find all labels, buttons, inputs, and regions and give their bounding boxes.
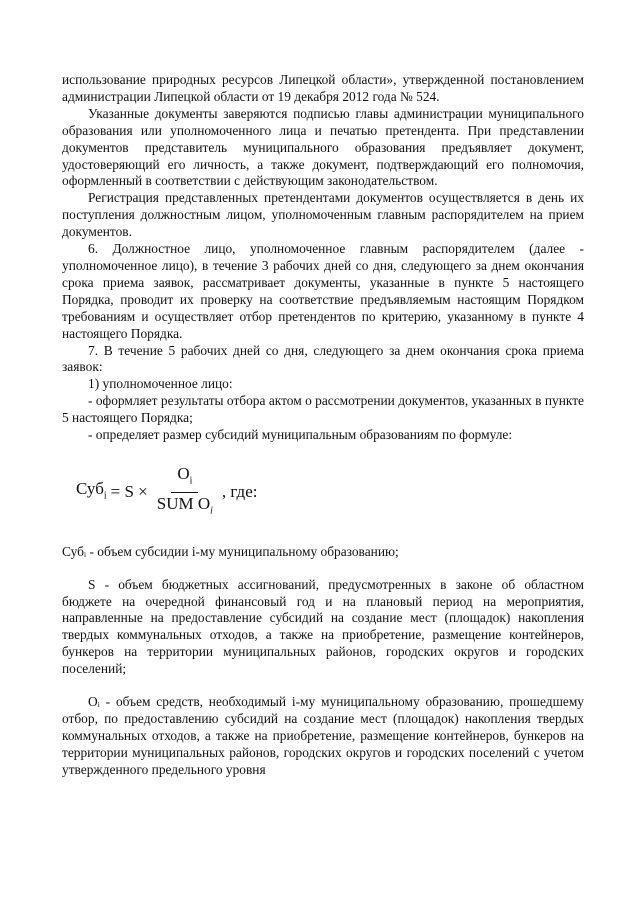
definition-sub-i: Субᵢ - объем субсидии i-му муниципальному образованию; (62, 543, 399, 559)
formula-fraction (151, 464, 219, 522)
paragraph-item-6: 6. Должностное лицо, уполномоченное главным распорядителем (далее - уполномоченное лицо), в течение 3 рабочих дней со дня, следующего за днем окончания срока приема заявок, рассматривает документы, указанные в пункте 5 настоящего Порядка, проводит их проверку на соответствие предъявляемым настоящим Порядком требованиям и осуществляет отбор претендентов по критерию, указанному в пункте 4 настоящего Порядка. (62, 241, 584, 341)
formula-equals-times: = S × (110, 482, 148, 502)
subsidy-formula (76, 464, 584, 522)
formula-denominator: SUM $O_i$ (156, 494, 213, 517)
formula-lhs: Суб$_i$ (76, 478, 107, 502)
formula-tail: , где: (221, 482, 258, 502)
paragraph-registration: Регистрация представленных претендентами документов осуществляется в день их поступления должностным лицом, уполномоченным главным распорядителем на прием документов. (62, 190, 584, 240)
document-page (62, 72, 584, 779)
formula-numerator: $O_i$ (171, 464, 198, 493)
paragraph-bullet-formula-intro: - определяет размер субсидий муниципальным образованиям по формуле: (88, 427, 513, 443)
definition-s: S - объем бюджетных ассигнований, предусмотренных в законе об областном бюджете на очередной финансовый год и на плановый период на мероприятия, направленные на предоставление субсидий на создание мест (площадок) накопления твердых коммунальных отходов, а также на приобретение, размещение контейнеров, бункеров на территории муниципальных районов, городских округов и городских поселений; (62, 576, 584, 677)
paragraph-continuation: использование природных ресурсов Липецкой области», утвержденной постановлением администрации Липецкой области от 19 декабря 2012 года № 524. (62, 72, 584, 104)
paragraph-subitem-1: 1) уполномоченное лицо: (88, 376, 233, 392)
paragraph-item-7: 7. В течение 5 рабочих дней со дня, следующего за днем окончания срока приема заявок: (62, 342, 584, 375)
paragraph-documents-certified: Указанные документы заверяются подписью главы администрации муниципального образования или уполномоченного лица и печатью претендента. При представлении документов представитель муниципального образования предъявляет документ, удостоверяющий его личность, а также документ, подтверждающий его полномочия, оформленный в соответствии с действующим законодательством. (62, 105, 584, 189)
paragraph-bullet-act: - оформляет результаты отбора актом о рассмотрении документов, указанных в пункте 5 настоящего Порядка; (62, 393, 584, 426)
definition-o-i: Oᵢ - объем средств, необходимый i-му муниципальному образованию, прошедшему отбор, по предоставлению субсидий на создание мест (площадок) накопления твердых коммунальных отходов, а также на приобретение, размещение контейнеров, бункеров на территории муниципальных районов, городских округов и городских поселений с учетом утвержденного предельного уровня (62, 694, 584, 777)
